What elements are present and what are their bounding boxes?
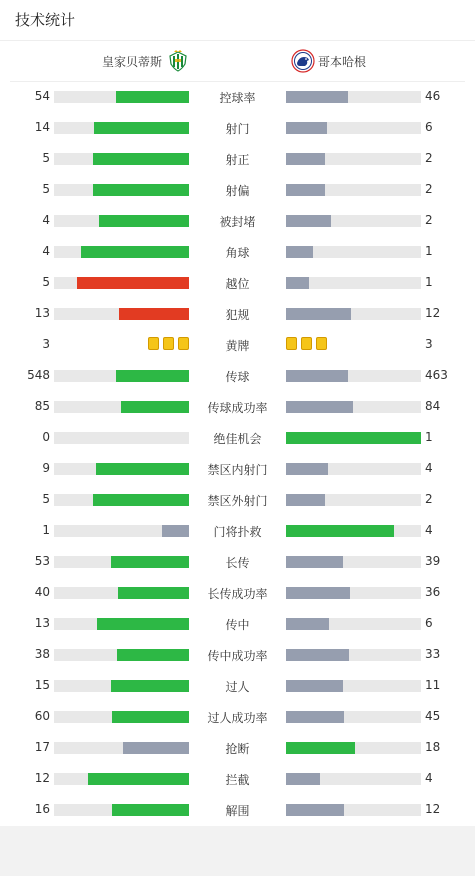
away-stat-bar (286, 742, 421, 754)
away-stat-bar-fill (286, 680, 343, 692)
stat-label: 传中成功率 (207, 649, 268, 663)
away-stat-bar (286, 773, 421, 785)
away-stat-value: 2 (425, 492, 433, 506)
away-stat-value: 33 (425, 647, 441, 661)
home-stat-value: 13 (34, 616, 50, 630)
home-stat-value: 5 (42, 151, 50, 165)
home-stat-value: 5 (42, 182, 50, 196)
away-stat-value: 3 (425, 337, 433, 351)
home-stat-bar (54, 91, 189, 103)
stat-row (0, 329, 475, 360)
away-stat-value: 36 (425, 585, 441, 599)
away-stat-bar-fill (286, 618, 329, 630)
home-stat-bar-fill (96, 463, 189, 475)
stat-label: 绝佳机会 (213, 432, 262, 446)
stat-row (0, 298, 475, 329)
home-stat-bar-fill (93, 153, 189, 165)
away-stat-bar (286, 401, 421, 413)
away-stat-bar (286, 91, 421, 103)
away-stat-value: 463 (425, 368, 448, 382)
title-divider (0, 40, 475, 41)
stat-row (0, 205, 475, 236)
home-stat-bar (54, 587, 189, 599)
stat-label: 过人 (225, 680, 250, 694)
stat-label: 传球成功率 (207, 401, 268, 415)
away-stat-value: 12 (425, 802, 441, 816)
away-stat-bar-fill (286, 494, 325, 506)
stat-label: 黄牌 (225, 339, 250, 353)
away-stat-value: 2 (425, 213, 433, 227)
stat-label: 角球 (225, 246, 250, 260)
home-stat-value: 9 (42, 461, 50, 475)
stat-label: 射偏 (225, 184, 250, 198)
stat-label: 犯规 (225, 308, 250, 322)
home-stat-value: 14 (34, 120, 50, 134)
away-stat-value: 1 (425, 244, 433, 258)
away-stat-bar (286, 153, 421, 165)
home-stat-bar (54, 370, 189, 382)
away-stat-bar-fill (286, 587, 350, 599)
away-stat-bar (286, 556, 421, 568)
away-stat-bar (286, 587, 421, 599)
stat-row (0, 670, 475, 701)
away-stat-value: 45 (425, 709, 441, 723)
home-stat-bar (54, 432, 189, 444)
yellow-card-icon (301, 337, 312, 350)
home-stat-bar-fill (117, 649, 189, 661)
stat-row (0, 794, 475, 825)
home-stat-value: 16 (34, 802, 50, 816)
page-title: 技术统计 (15, 11, 76, 29)
stat-row (0, 267, 475, 298)
away-stat-bar (286, 711, 421, 723)
away-stat-bar (286, 618, 421, 630)
away-stat-value: 4 (425, 461, 433, 475)
home-team[interactable] (102, 48, 190, 74)
home-stat-value: 0 (42, 430, 50, 444)
home-stat-bar (54, 308, 189, 320)
home-stat-bar (54, 494, 189, 506)
home-stat-value: 53 (34, 554, 50, 568)
away-stat-bar-fill (286, 308, 351, 320)
stat-label: 传中 (225, 618, 250, 632)
home-stat-value: 54 (34, 89, 50, 103)
away-stat-bar-fill (286, 401, 353, 413)
home-stat-bar (54, 525, 189, 537)
home-stat-bar (54, 804, 189, 816)
home-stat-bar (54, 680, 189, 692)
home-team-name: 皇家贝蒂斯 (102, 54, 163, 69)
stat-row (0, 546, 475, 577)
away-stat-bar-fill (286, 556, 343, 568)
away-stat-bar-fill (286, 215, 331, 227)
home-stat-value: 17 (34, 740, 50, 754)
home-stat-bar-fill (118, 587, 189, 599)
stat-label: 射门 (225, 122, 250, 136)
home-stat-value: 4 (42, 244, 50, 258)
away-stat-bar-fill (286, 370, 348, 382)
stat-label: 门将扑救 (213, 525, 262, 539)
away-stat-bar (286, 370, 421, 382)
yellow-card-icon (286, 337, 297, 350)
home-stat-bar (54, 184, 189, 196)
yellow-card-icon (148, 337, 159, 350)
away-stat-bar-fill (286, 184, 325, 196)
home-stat-value: 548 (27, 368, 50, 382)
away-stat-value: 12 (425, 306, 441, 320)
stat-label: 射正 (225, 153, 250, 167)
home-stat-bar-fill (112, 711, 189, 723)
stat-row (0, 236, 475, 267)
away-stat-bar (286, 463, 421, 475)
home-stat-bar-fill (116, 91, 189, 103)
stats-list (0, 81, 475, 825)
away-stat-bar (286, 122, 421, 134)
home-stat-value: 40 (34, 585, 50, 599)
home-stat-value: 60 (34, 709, 50, 723)
home-stat-bar-fill (123, 742, 189, 754)
away-yellow-cards (286, 337, 327, 350)
away-stat-bar-fill (286, 91, 348, 103)
home-stat-value: 4 (42, 213, 50, 227)
away-stat-bar-fill (286, 804, 344, 816)
home-stat-bar-fill (97, 618, 189, 630)
away-stat-bar-fill (286, 432, 421, 444)
away-stat-bar (286, 680, 421, 692)
away-stat-bar (286, 804, 421, 816)
stat-label: 解围 (225, 804, 250, 818)
yellow-card-icon (316, 337, 327, 350)
away-stat-value: 4 (425, 771, 433, 785)
away-team-name: 哥本哈根 (318, 54, 367, 69)
stat-label: 禁区外射门 (207, 494, 268, 508)
stat-row (0, 112, 475, 143)
stat-row (0, 81, 475, 112)
away-stat-value: 6 (425, 616, 433, 630)
stat-row (0, 639, 475, 670)
home-stat-bar (54, 246, 189, 258)
home-stat-value: 85 (34, 399, 50, 413)
home-stat-bar (54, 401, 189, 413)
stat-label: 长传 (225, 556, 250, 570)
away-stat-value: 4 (425, 523, 433, 537)
away-stat-bar (286, 184, 421, 196)
away-stat-value: 1 (425, 275, 433, 289)
home-stat-bar (54, 277, 189, 289)
away-stat-bar-fill (286, 711, 344, 723)
stat-row (0, 422, 475, 453)
real-betis-crest-icon (166, 49, 190, 73)
home-yellow-cards (148, 337, 189, 350)
home-stat-value: 1 (42, 523, 50, 537)
home-stat-bar (54, 153, 189, 165)
fc-copenhagen-crest-icon (291, 49, 315, 73)
stat-row (0, 577, 475, 608)
home-stat-bar-fill (93, 494, 189, 506)
away-stat-bar (286, 432, 421, 444)
stat-row (0, 732, 475, 763)
stat-row (0, 484, 475, 515)
away-stat-bar-fill (286, 246, 313, 258)
away-stat-bar-fill (286, 773, 320, 785)
home-stat-bar (54, 618, 189, 630)
home-stat-bar-fill (162, 525, 189, 537)
away-stat-value: 2 (425, 182, 433, 196)
stat-row (0, 515, 475, 546)
yellow-card-icon (178, 337, 189, 350)
home-stat-value: 12 (34, 771, 50, 785)
away-stat-value: 1 (425, 430, 433, 444)
home-stat-value: 15 (34, 678, 50, 692)
away-stat-bar-fill (286, 277, 309, 289)
stat-row (0, 453, 475, 484)
home-stat-bar (54, 556, 189, 568)
away-stat-bar-fill (286, 525, 394, 537)
away-stat-value: 11 (425, 678, 441, 692)
home-stat-bar-fill (94, 122, 189, 134)
stat-row (0, 608, 475, 639)
home-stat-bar-fill (93, 184, 189, 196)
away-team[interactable] (291, 48, 366, 74)
home-stat-bar (54, 742, 189, 754)
stat-row (0, 143, 475, 174)
away-stat-bar (286, 246, 421, 258)
stat-label: 过人成功率 (207, 711, 268, 725)
stat-label: 越位 (225, 277, 250, 291)
stat-label: 传球 (225, 370, 250, 384)
away-stat-bar-fill (286, 153, 325, 165)
away-stat-value: 2 (425, 151, 433, 165)
home-stat-bar (54, 711, 189, 723)
home-stat-value: 13 (34, 306, 50, 320)
stat-label: 禁区内射门 (207, 463, 268, 477)
away-stat-value: 39 (425, 554, 441, 568)
home-stat-bar-fill (121, 401, 189, 413)
home-stat-bar (54, 463, 189, 475)
home-stat-value: 3 (42, 337, 50, 351)
stat-row (0, 360, 475, 391)
away-stat-value: 84 (425, 399, 441, 413)
stat-row (0, 763, 475, 794)
home-stat-bar-fill (88, 773, 189, 785)
home-stat-bar-fill (112, 804, 189, 816)
away-stat-bar (286, 215, 421, 227)
home-stat-bar (54, 122, 189, 134)
away-stat-bar-fill (286, 122, 327, 134)
home-stat-bar-fill (111, 556, 189, 568)
home-stat-bar (54, 215, 189, 227)
away-stat-bar (286, 525, 421, 537)
stat-row (0, 701, 475, 732)
stat-label: 被封堵 (219, 215, 256, 229)
home-stat-bar-fill (119, 308, 189, 320)
stat-row (0, 391, 475, 422)
home-stat-value: 38 (34, 647, 50, 661)
away-stat-value: 6 (425, 120, 433, 134)
home-stat-bar-fill (116, 370, 189, 382)
stat-label: 拦截 (225, 773, 250, 787)
away-stat-bar (286, 308, 421, 320)
home-stat-value: 5 (42, 275, 50, 289)
home-stat-bar-fill (99, 215, 189, 227)
home-stat-bar (54, 773, 189, 785)
yellow-card-icon (163, 337, 174, 350)
away-stat-bar-fill (286, 742, 355, 754)
stat-label: 控球率 (219, 91, 256, 105)
stat-row (0, 174, 475, 205)
away-stat-bar-fill (286, 463, 328, 475)
home-stat-value: 5 (42, 492, 50, 506)
away-stat-bar (286, 277, 421, 289)
home-stat-bar-fill (111, 680, 189, 692)
home-stat-bar-fill (77, 277, 189, 289)
away-stat-value: 46 (425, 89, 441, 103)
away-stat-bar (286, 494, 421, 506)
away-stat-bar-fill (286, 649, 349, 661)
away-stat-value: 18 (425, 740, 441, 754)
stat-label: 抢断 (225, 742, 250, 756)
stat-label: 长传成功率 (207, 587, 268, 601)
home-stat-bar (54, 649, 189, 661)
away-stat-bar (286, 649, 421, 661)
home-stat-bar-fill (81, 246, 189, 258)
